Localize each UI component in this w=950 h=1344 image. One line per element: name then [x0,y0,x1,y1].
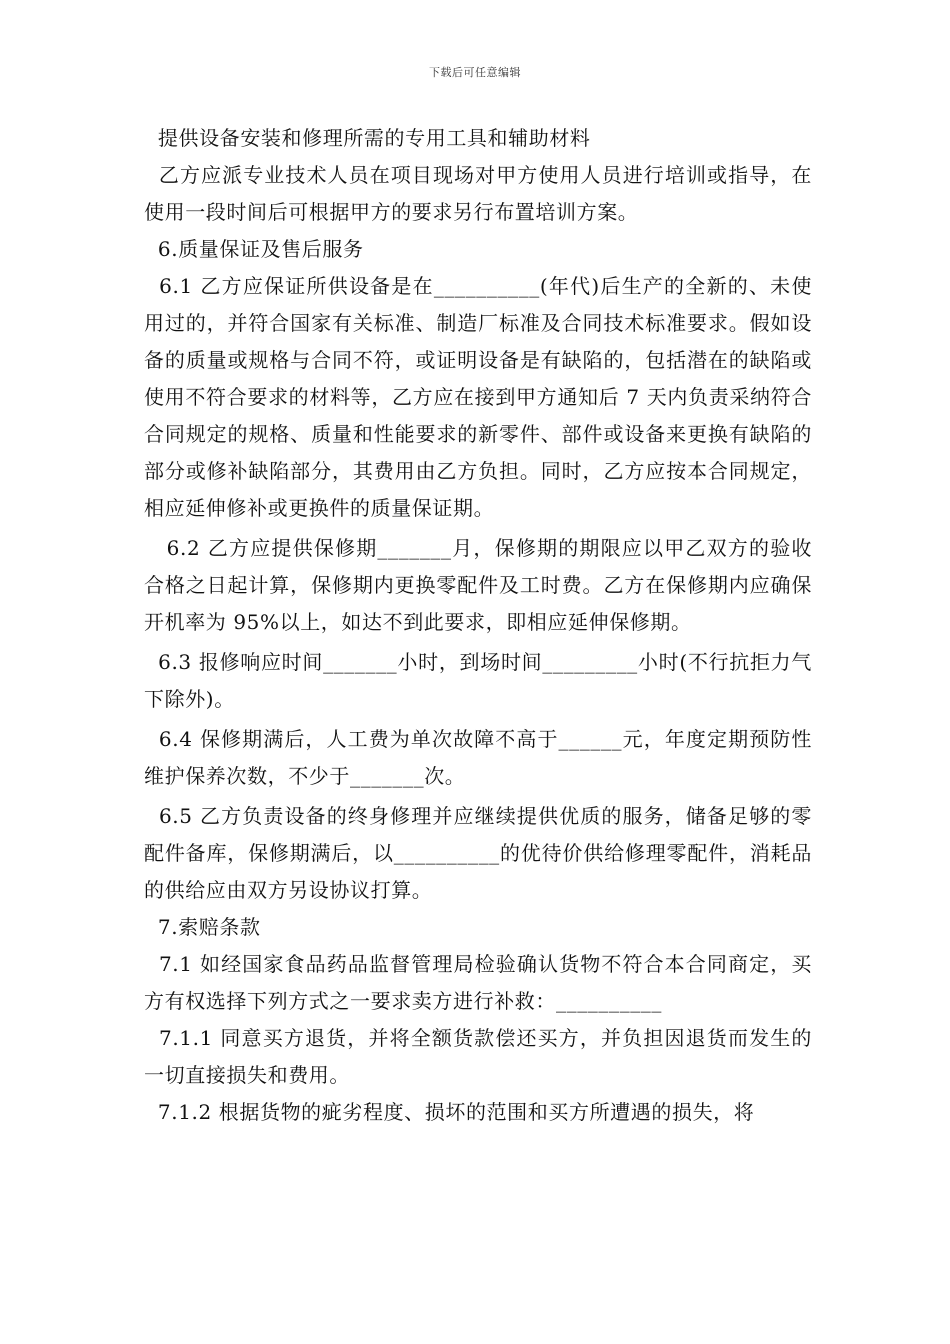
clause-6-3: 6.3 报修响应时间_______小时，到场时间_________小时(不行抗拒力气下除外)。 [144,650,812,711]
clause-6-5: 6.5 乙方负责设备的终身修理并应继续提供优质的服务，储备足够的零配件备库，保修期满后，以__________的优待价供给修理零配件，消耗品的供给应由双方另设协议打算。 [144,804,813,902]
document-body [144,120,812,1131]
paragraph-tools: 提供设备安装和修理所需的专用工具和辅助材料 [144,126,591,150]
page-header-note: 下载后可任意编辑 [429,66,521,79]
section-heading-6: 6.质量保证及售后服务 [144,237,364,261]
paragraph-training: 乙方应派专业技术人员在项目现场对甲方使用人员进行培训或指导，在使用一段时间后可根据甲方的要求另行布置培训方案。 [144,163,812,224]
clause-7-1: 7.1 如经国家食品药品监督管理局检验确认货物不符合本合同商定，买方有权选择下列方式之一要求卖方进行补救：__________ [144,952,813,1013]
clause-6-4: 6.4 保修期满后，人工费为单次故障不高于______元，年度定期预防性维护保养次数，不少于_______次。 [144,727,812,788]
clause-6-1: 6.1 乙方应保证所供设备是在__________(年代)后生产的全新的、未使用过的，并符合国家有关标准、制造厂标准及合同技术标准要求。假如设备的质量或规格与合同不符，或证明设备是有缺陷的，包括潜在的缺陷或使用不符合要求的材料等，乙方应在接到甲方通知后 7 天内负责采纳符合合同规定的规格、质量和性能要求的新零件、部件或设备来更换有缺陷的部分或修补缺陷部分，其费用由乙方负担。同时，乙方应按本合同规定，相应延伸修补或更换件的质量保证期。 [144,274,812,520]
clause-6-2: 6.2 乙方应提供保修期_______月，保修期的期限应以甲乙双方的验收合格之日起计算，保修期内更换零配件及工时费。乙方在保修期内应确保开机率为 95%以上，如达不到此要求，即相应延伸保修期。 [144,536,812,634]
section-heading-7: 7.索赔条款 [144,915,261,939]
clause-7-1-1: 7.1.1 同意买方退货，并将全额货款偿还买方，并负担因退货而发生的一切直接损失和费用。 [144,1026,812,1087]
clause-7-1-2: 7.1.2 根据货物的疵劣程度、损坏的范围和买方所遭遇的损失，将 [144,1100,755,1124]
